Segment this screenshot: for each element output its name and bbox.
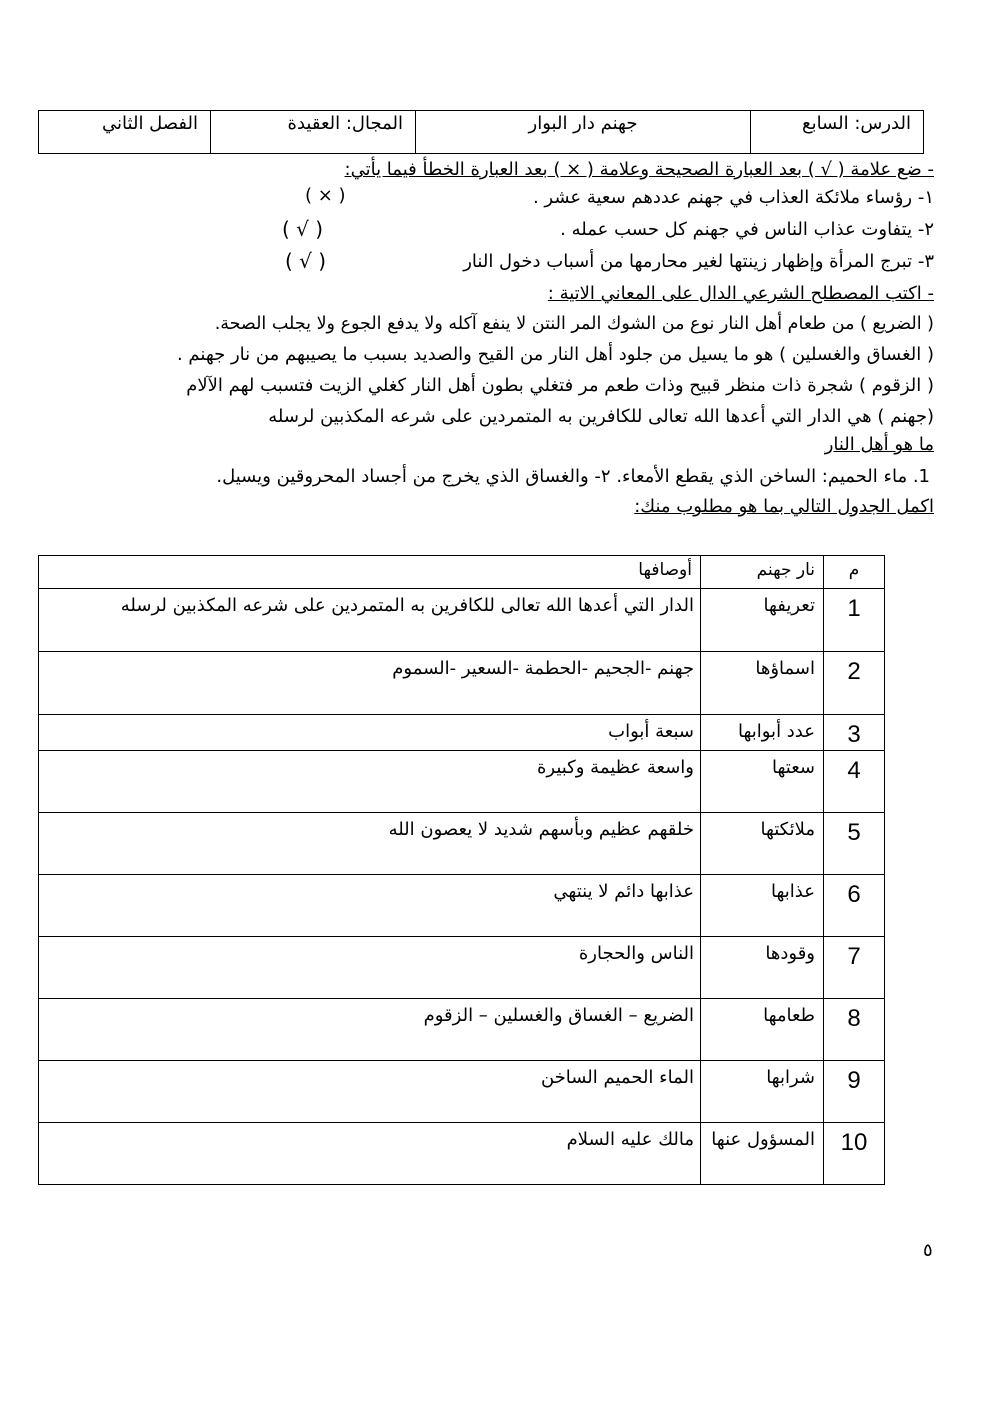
table-row — [39, 715, 885, 751]
section2-instruction: - اكتب المصطلح الشرعي الدال على المعاني الاتية : — [547, 283, 934, 304]
row-name: المسؤول عنها — [701, 1123, 824, 1185]
row-num: 7 — [824, 937, 885, 999]
row-desc: الماء الحميم الساخن — [39, 1061, 701, 1123]
row-desc: واسعة عظيمة وكبيرة — [39, 751, 701, 813]
table-row — [39, 652, 885, 715]
table-row — [39, 875, 885, 937]
row-desc: مالك عليه السلام — [39, 1123, 701, 1185]
table-row — [39, 1061, 885, 1123]
term-definition-2: ( الغساق والغسلين ) هو ما يسيل من جلود أهل النار من القيح والصديد بسبب ما يصيبهم من نار جهنم . — [176, 344, 934, 365]
row-desc: خلقهم عظيم وبأسهم شديد لا يعصون الله — [39, 813, 701, 875]
term-definition-3: ( الزقوم ) شجرة ذات منظر قبيح وذات طعم مر فتغلي بطون أهل النار كغلي الزيت فتسبب لهم الآلام — [186, 375, 934, 396]
row-name: طعامها — [701, 999, 824, 1061]
row-name: تعريفها — [701, 589, 824, 652]
section1-instruction: - ضع علامة ( √ ) بعد العبارة الصحيحة وعلامة ( × ) بعد العبارة الخطأ فيما يأتي: — [344, 159, 934, 180]
header-name: نار جهنم — [701, 556, 824, 589]
page-number: ٥ — [923, 1240, 933, 1261]
section3-answer: 1. ماء الحميم: الساخن الذي يقطع الأمعاء. ٢- والغساق الذي يخرج من أجساد المحروقين ويسيل. — [216, 466, 930, 487]
table-header-row — [39, 556, 885, 589]
row-num: 6 — [824, 875, 885, 937]
table-row — [39, 751, 885, 813]
row-desc: سبعة أبواب — [39, 715, 701, 751]
row-desc: الضريع – الغساق والغسلين – الزقوم — [39, 999, 701, 1061]
tf-answer-1: ( × ) — [305, 185, 346, 206]
tf-statement-1: ١- رؤساء ملائكة العذاب في جهنم عددهم سعية عشر . — [532, 187, 934, 208]
row-num: 9 — [824, 1061, 885, 1123]
table-row — [39, 813, 885, 875]
row-name: عذابها — [701, 875, 824, 937]
hell-description-table — [38, 555, 885, 1185]
table-row — [39, 937, 885, 999]
lesson-cell: الدرس: السابع — [751, 111, 924, 154]
table-row — [39, 999, 885, 1061]
row-desc: الدار التي أعدها الله تعالى للكافرين به المتمردين على شرعه المكذبين لرسله — [39, 589, 701, 652]
row-num: 1 — [824, 589, 885, 652]
header-desc: أوصافها — [39, 556, 701, 589]
header-num: م — [824, 556, 885, 589]
row-num: 10 — [824, 1123, 885, 1185]
field-cell: المجال: العقيدة — [211, 111, 416, 154]
row-name: سعتها — [701, 751, 824, 813]
row-num: 5 — [824, 813, 885, 875]
term-definition-1: ( الضريع ) من طعام أهل النار نوع من الشوك المر النتن لا ينفع آكله ولا يدفع الجوع ولا يجلب الصحة. — [214, 314, 934, 334]
row-num: 4 — [824, 751, 885, 813]
tf-answer-3: ( √ ) — [285, 249, 327, 273]
row-num: 2 — [824, 652, 885, 715]
tf-statement-3: ٣- تبرج المرأة وإظهار زينتها لغير محارمها من أسباب دخول النار — [463, 251, 934, 272]
row-desc: جهنم -الجحيم -الحطمة -السعير -السموم — [39, 652, 701, 715]
row-name: وقودها — [701, 937, 824, 999]
tf-answer-2: ( √ ) — [282, 217, 324, 241]
row-num: 3 — [824, 715, 885, 751]
table-row — [39, 1123, 885, 1185]
table-row — [39, 589, 885, 652]
row-name: عدد أبوابها — [701, 715, 824, 751]
row-name: اسماؤها — [701, 652, 824, 715]
section4-instruction: اكمل الجدول التالي بما هو مطلوب منك: — [634, 496, 934, 517]
row-name: ملائكتها — [701, 813, 824, 875]
row-name: شرابها — [701, 1061, 824, 1123]
term-definition-4: (جهنم ) هي الدار التي أعدها الله تعالى للكافرين به المتمردين على شرعه المكذبين لرسله — [268, 406, 934, 427]
header-table — [38, 110, 924, 154]
tf-statement-2: ٢- يتفاوت عذاب الناس في جهنم كل حسب عمله . — [560, 219, 934, 240]
section3-question: ما هو أهل النار — [824, 434, 934, 455]
row-num: 8 — [824, 999, 885, 1061]
row-desc: عذابها دائم لا ينتهي — [39, 875, 701, 937]
lesson-title: جهنم دار البوار — [416, 111, 751, 154]
row-desc: الناس والحجارة — [39, 937, 701, 999]
semester-cell: الفصل الثاني — [39, 111, 211, 154]
